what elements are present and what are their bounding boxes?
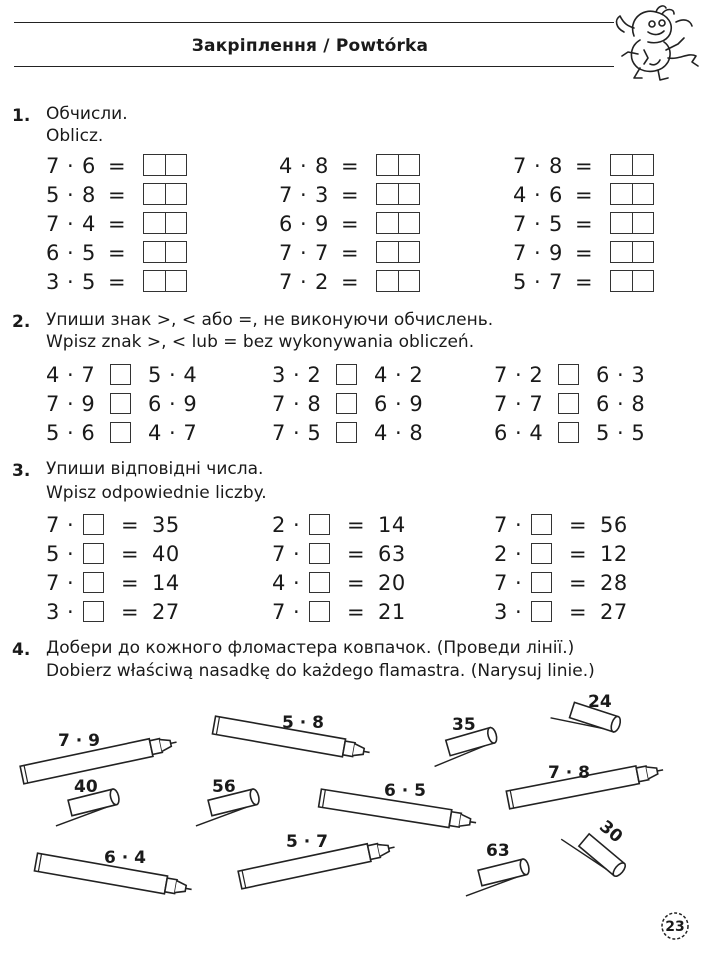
times-sign: · <box>293 600 301 624</box>
task-1-equation <box>513 153 663 179</box>
answer-box[interactable] <box>610 154 654 176</box>
equals-sign: = <box>121 513 140 537</box>
answer-box[interactable] <box>143 270 187 292</box>
task-4-instruction-pl: Dobierz właściwą nasadkę do każdego flamastra. (Narysuj linie.) <box>46 661 595 681</box>
factor-a: 2 <box>272 513 286 537</box>
times-sign: · <box>293 513 301 537</box>
task-1-equation <box>513 269 663 295</box>
task-1-equation <box>46 211 196 237</box>
task-3-equation <box>272 570 452 596</box>
times-sign: · <box>300 212 308 236</box>
times-sign: · <box>300 183 308 207</box>
task-1-number: 1. <box>12 106 31 126</box>
factor-b: 5 <box>549 212 563 236</box>
task-3-number: 3. <box>12 461 31 481</box>
marker-7x8 <box>506 761 665 809</box>
factor-b: 5 <box>82 241 96 265</box>
task-1-equation <box>46 153 196 179</box>
cap-label: 40 <box>74 777 98 797</box>
factor-b: 2 <box>315 270 329 294</box>
times-sign: · <box>67 513 75 537</box>
equals-sign: = <box>108 212 127 236</box>
equals-sign: = <box>347 513 366 537</box>
equals-sign: = <box>121 542 140 566</box>
task-2-comparison <box>46 362 226 388</box>
task-2-comparison <box>46 420 226 446</box>
factor-b: 8 <box>549 154 563 178</box>
times-sign: · <box>515 513 523 537</box>
answer-box[interactable] <box>376 241 420 263</box>
task-3-instruction-pl: Wpisz odpowiednie liczby. <box>46 483 267 503</box>
task-3-equation <box>494 570 674 596</box>
factor-a: 7 <box>272 542 286 566</box>
equals-sign: = <box>108 270 127 294</box>
task-3-instruction-uk: Упиши відповідні числа. <box>46 459 264 479</box>
times-sign: · <box>293 542 301 566</box>
factor-a: 5 <box>46 183 60 207</box>
factor-a: 2 <box>494 542 508 566</box>
cap-label: 63 <box>486 841 510 861</box>
task-3-equation <box>272 541 452 567</box>
right-expression: 4 · 7 <box>148 421 198 445</box>
task-1-equation <box>279 240 429 266</box>
answer-box[interactable] <box>610 212 654 234</box>
marker-6x5 <box>319 781 478 832</box>
factor-a: 3 <box>46 270 60 294</box>
product: 12 <box>600 542 628 566</box>
task-2-comparison <box>494 362 674 388</box>
product: 14 <box>378 513 406 537</box>
product: 40 <box>152 542 180 566</box>
marker-label: 5 · 7 <box>286 832 328 852</box>
factor-a: 5 <box>46 542 60 566</box>
equals-sign: = <box>347 600 366 624</box>
factor-a: 7 <box>494 513 508 537</box>
factor-a: 7 <box>513 212 527 236</box>
answer-box[interactable] <box>376 270 420 292</box>
answer-box[interactable] <box>376 183 420 205</box>
times-sign: · <box>300 241 308 265</box>
times-sign: · <box>534 212 542 236</box>
factor-b: 3 <box>315 183 329 207</box>
task-2-comparison <box>272 362 452 388</box>
missing-factor-box[interactable] <box>83 601 104 622</box>
times-sign: · <box>300 270 308 294</box>
task-3-equation <box>272 599 452 625</box>
missing-factor-box[interactable] <box>531 572 552 593</box>
product: 28 <box>600 571 628 595</box>
task-1-equation <box>279 269 429 295</box>
missing-factor-box[interactable] <box>83 514 104 535</box>
times-sign: · <box>67 600 75 624</box>
marker-5x8 <box>212 713 371 761</box>
factor-a: 3 <box>46 600 60 624</box>
answer-box[interactable] <box>376 154 420 176</box>
right-expression: 6 · 3 <box>596 363 646 387</box>
equals-sign: = <box>108 241 127 265</box>
factor-b: 5 <box>82 270 96 294</box>
factor-b: 8 <box>82 183 96 207</box>
factor-a: 3 <box>494 600 508 624</box>
cap-label: 35 <box>452 715 476 735</box>
equals-sign: = <box>341 241 360 265</box>
missing-factor-box[interactable] <box>83 572 104 593</box>
task-4-number: 4. <box>12 640 31 660</box>
task-2-instruction-uk: Упиши знак >, < або =, не виконуючи обчислень. <box>46 310 494 330</box>
task-3-equation <box>46 541 226 567</box>
times-sign: · <box>67 183 75 207</box>
equals-sign: = <box>569 542 588 566</box>
product: 20 <box>378 571 406 595</box>
cap-label: 56 <box>212 777 236 797</box>
left-expression: 6 · 4 <box>494 421 544 445</box>
times-sign: · <box>515 542 523 566</box>
factor-b: 6 <box>549 183 563 207</box>
product: 27 <box>600 600 628 624</box>
right-expression: 6 · 8 <box>596 392 646 416</box>
task-1-equation <box>279 153 429 179</box>
product: 35 <box>152 513 180 537</box>
times-sign: · <box>67 212 75 236</box>
equals-sign: = <box>121 600 140 624</box>
answer-box[interactable] <box>143 154 187 176</box>
times-sign: · <box>293 571 301 595</box>
answer-box[interactable] <box>143 183 187 205</box>
equals-sign: = <box>575 270 594 294</box>
equals-sign: = <box>341 212 360 236</box>
factor-b: 9 <box>315 212 329 236</box>
product: 56 <box>600 513 628 537</box>
right-expression: 6 · 9 <box>148 392 198 416</box>
sign-box[interactable] <box>110 393 131 414</box>
answer-box[interactable] <box>143 241 187 263</box>
times-sign: · <box>67 270 75 294</box>
task-3-equation <box>494 512 674 538</box>
left-expression: 7 · 2 <box>494 363 544 387</box>
factor-a: 7 <box>46 154 60 178</box>
missing-factor-box[interactable] <box>309 572 330 593</box>
header-top-rule <box>14 22 614 23</box>
marker-label: 6 · 5 <box>384 781 426 801</box>
equals-sign: = <box>347 542 366 566</box>
right-expression: 6 · 9 <box>374 392 424 416</box>
product: 63 <box>378 542 406 566</box>
factor-a: 7 <box>279 183 293 207</box>
product: 21 <box>378 600 406 624</box>
task-1-equation <box>513 240 663 266</box>
factor-b: 7 <box>315 241 329 265</box>
equals-sign: = <box>108 183 127 207</box>
equals-sign: = <box>575 212 594 236</box>
cap-24 <box>551 692 622 739</box>
equals-sign: = <box>575 154 594 178</box>
cap-63 <box>461 841 532 896</box>
task-3-equation <box>46 570 226 596</box>
left-expression: 5 · 6 <box>46 421 96 445</box>
task-2-instruction-pl: Wpisz znak >, < lub = bez wykonywania obliczeń. <box>46 332 475 352</box>
task-1-equation <box>513 182 663 208</box>
factor-a: 7 <box>272 600 286 624</box>
factor-a: 7 <box>46 571 60 595</box>
cap-label: 30 <box>595 816 627 848</box>
times-sign: · <box>67 241 75 265</box>
cap-label: 24 <box>588 692 612 712</box>
answer-box[interactable] <box>143 212 187 234</box>
task-2-comparison <box>494 420 674 446</box>
equals-sign: = <box>575 183 594 207</box>
factor-a: 7 <box>279 241 293 265</box>
right-expression: 5 · 5 <box>596 421 646 445</box>
answer-box[interactable] <box>610 183 654 205</box>
sign-box[interactable] <box>558 422 579 443</box>
times-sign: · <box>67 542 75 566</box>
left-expression: 7 · 7 <box>494 392 544 416</box>
task-3-equation <box>46 512 226 538</box>
factor-a: 7 <box>279 270 293 294</box>
sign-box[interactable] <box>110 364 131 385</box>
sign-box[interactable] <box>558 393 579 414</box>
factor-a: 7 <box>513 241 527 265</box>
left-expression: 7 · 9 <box>46 392 96 416</box>
equals-sign: = <box>347 571 366 595</box>
page-number: 23 <box>665 919 685 935</box>
task-3-equation <box>46 599 226 625</box>
cap-35 <box>428 715 499 766</box>
cap-40 <box>51 777 122 826</box>
equals-sign: = <box>569 513 588 537</box>
cap-56 <box>191 777 262 826</box>
equals-sign: = <box>108 154 127 178</box>
missing-factor-box[interactable] <box>83 543 104 564</box>
times-sign: · <box>534 154 542 178</box>
marker-label: 7 · 8 <box>548 763 590 783</box>
page-title: Закріплення / Powtórka <box>191 36 429 56</box>
factor-b: 9 <box>549 241 563 265</box>
times-sign: · <box>515 571 523 595</box>
task-3-equation <box>494 541 674 567</box>
factor-a: 4 <box>272 571 286 595</box>
marker-label: 6 · 4 <box>104 848 146 868</box>
product: 14 <box>152 571 180 595</box>
missing-factor-box[interactable] <box>531 543 552 564</box>
dragon-mascot-illustration <box>604 2 702 84</box>
equals-sign: = <box>341 270 360 294</box>
task-1-equation <box>279 182 429 208</box>
task-2-number: 2. <box>12 312 31 332</box>
factor-b: 4 <box>82 212 96 236</box>
times-sign: · <box>515 600 523 624</box>
task-1-instruction-pl: Oblicz. <box>46 126 104 146</box>
missing-factor-box[interactable] <box>531 601 552 622</box>
marker-5x7 <box>238 832 396 889</box>
factor-b: 7 <box>549 270 563 294</box>
marker-label: 5 · 8 <box>282 713 324 733</box>
sign-box[interactable] <box>110 422 131 443</box>
task-3-equation <box>494 599 674 625</box>
factor-a: 6 <box>46 241 60 265</box>
factor-a: 7 <box>494 571 508 595</box>
answer-box[interactable] <box>610 241 654 263</box>
task-1-equation <box>46 240 196 266</box>
left-expression: 7 · 8 <box>272 392 322 416</box>
times-sign: · <box>534 241 542 265</box>
answer-box[interactable] <box>376 212 420 234</box>
sign-box[interactable] <box>336 422 357 443</box>
task-2-comparison <box>272 391 452 417</box>
right-expression: 5 · 4 <box>148 363 198 387</box>
missing-factor-box[interactable] <box>309 543 330 564</box>
times-sign: · <box>67 154 75 178</box>
sign-box[interactable] <box>336 393 357 414</box>
times-sign: · <box>300 154 308 178</box>
times-sign: · <box>534 270 542 294</box>
right-expression: 4 · 8 <box>374 421 424 445</box>
task-2-comparison <box>494 391 674 417</box>
marker-label: 7 · 9 <box>58 731 100 751</box>
marker-6x4 <box>34 848 193 898</box>
task-2-comparison <box>46 391 226 417</box>
times-sign: · <box>534 183 542 207</box>
marker-7x9 <box>20 731 178 784</box>
factor-a: 4 <box>513 183 527 207</box>
missing-factor-box[interactable] <box>309 514 330 535</box>
factor-b: 6 <box>82 154 96 178</box>
equals-sign: = <box>341 183 360 207</box>
task-1-instruction-uk: Обчисли. <box>46 104 128 124</box>
task-1-equation <box>279 211 429 237</box>
task-4-markers-and-caps <box>0 680 707 910</box>
factor-a: 7 <box>513 154 527 178</box>
answer-box[interactable] <box>610 270 654 292</box>
factor-a: 7 <box>46 513 60 537</box>
right-expression: 4 · 2 <box>374 363 424 387</box>
left-expression: 3 · 2 <box>272 363 322 387</box>
missing-factor-box[interactable] <box>309 601 330 622</box>
task-1-equation <box>513 211 663 237</box>
equals-sign: = <box>569 571 588 595</box>
task-1-equation <box>46 269 196 295</box>
left-expression: 7 · 5 <box>272 421 322 445</box>
task-2-comparison <box>272 420 452 446</box>
cap-30 <box>561 817 627 883</box>
task-4-instruction-uk: Добери до кожного фломастера ковпачок. (Проведи лінії.) <box>46 638 575 658</box>
equals-sign: = <box>341 154 360 178</box>
header-bottom-rule <box>14 66 614 67</box>
equals-sign: = <box>575 241 594 265</box>
factor-a: 7 <box>46 212 60 236</box>
equals-sign: = <box>569 600 588 624</box>
missing-factor-box[interactable] <box>531 514 552 535</box>
sign-box[interactable] <box>336 364 357 385</box>
task-3-equation <box>272 512 452 538</box>
page-number-badge <box>660 911 690 941</box>
task-1-equation <box>46 182 196 208</box>
sign-box[interactable] <box>558 364 579 385</box>
factor-b: 8 <box>315 154 329 178</box>
times-sign: · <box>67 571 75 595</box>
equals-sign: = <box>121 571 140 595</box>
factor-a: 4 <box>279 154 293 178</box>
product: 27 <box>152 600 180 624</box>
factor-a: 5 <box>513 270 527 294</box>
factor-a: 6 <box>279 212 293 236</box>
left-expression: 4 · 7 <box>46 363 96 387</box>
